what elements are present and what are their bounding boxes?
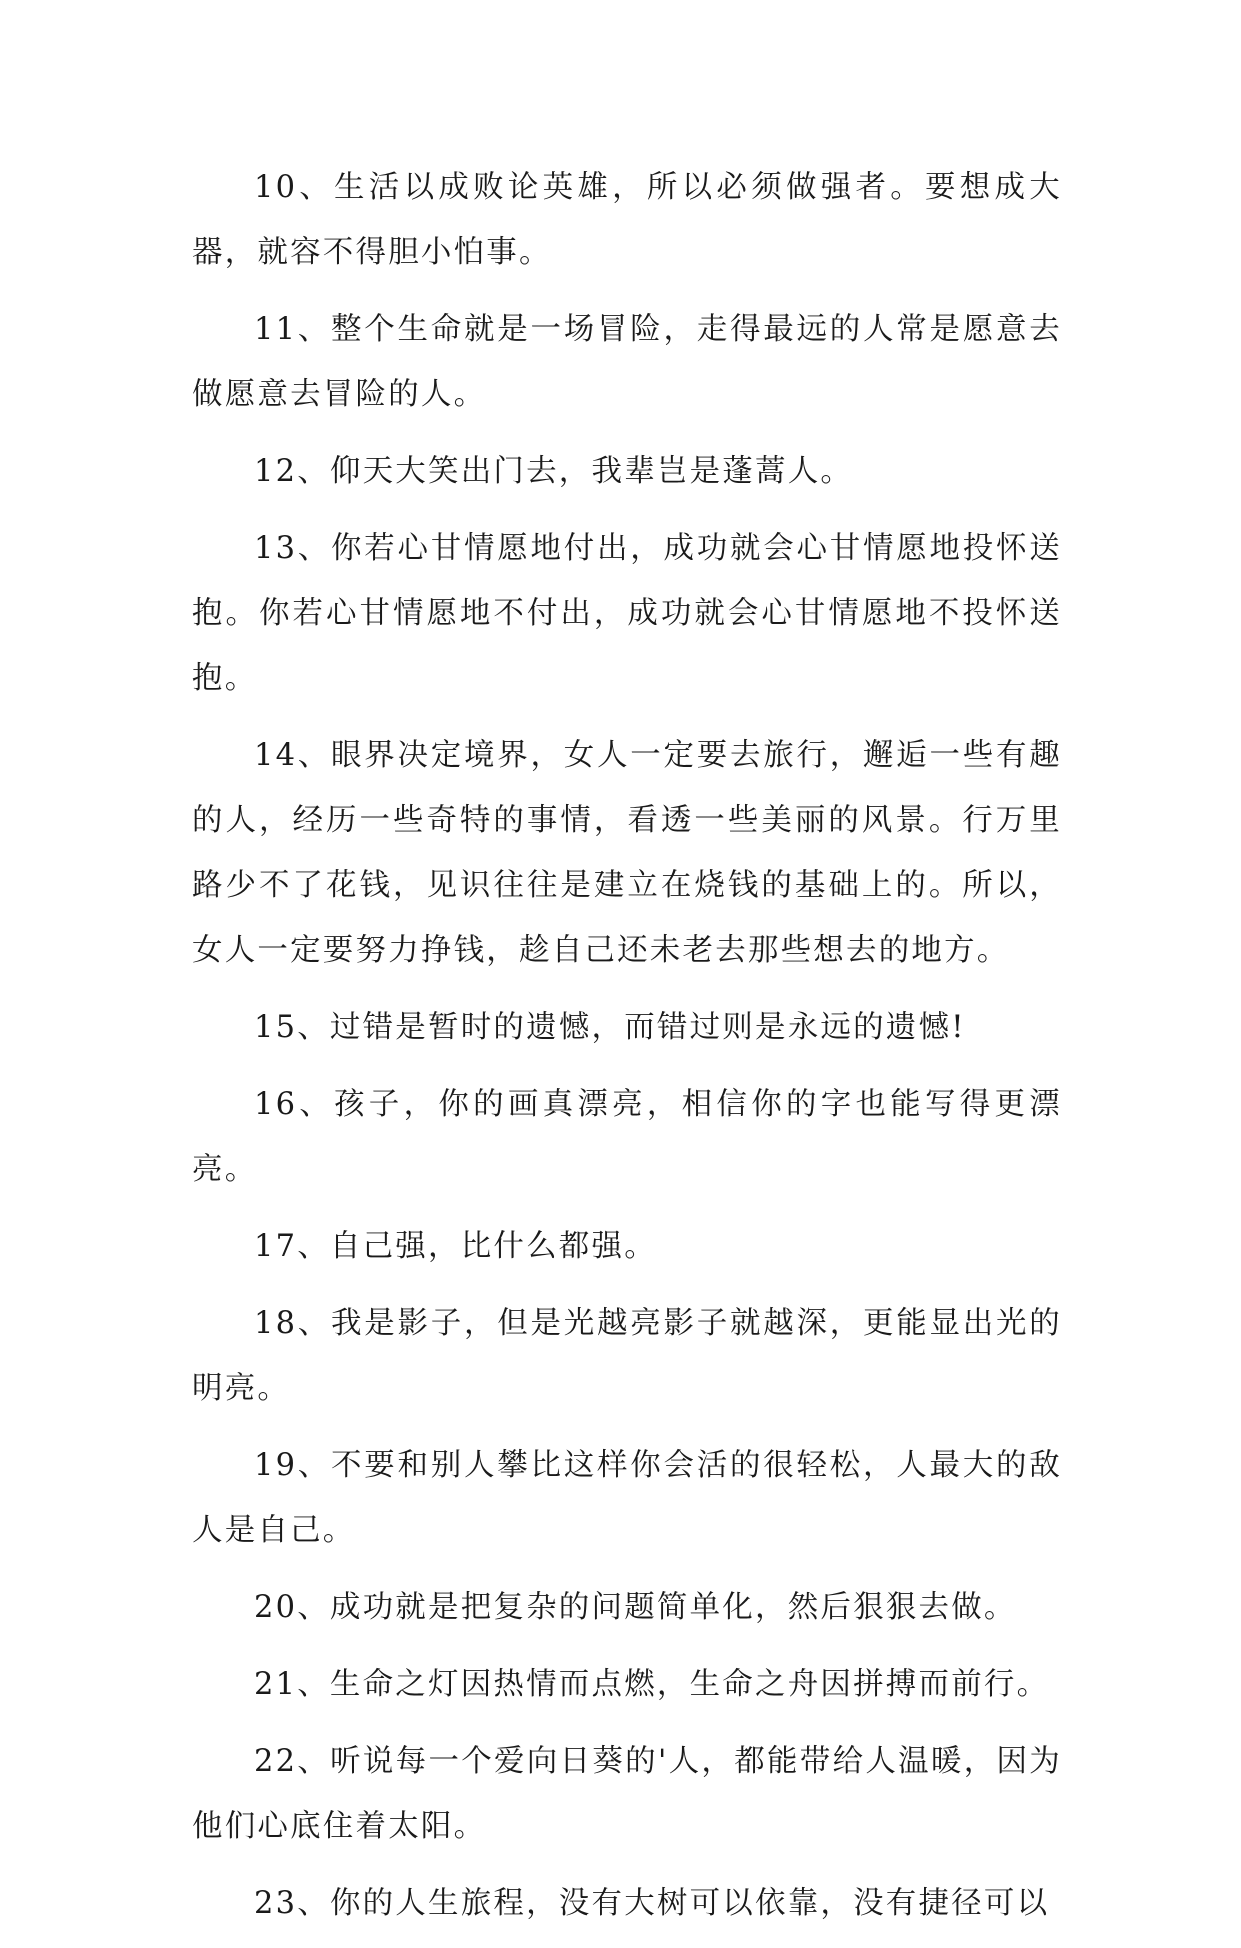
paragraph-11: 11、整个生命就是一场冒险，走得最远的人常是愿意去做愿意去冒险的人。 — [192, 312, 1062, 412]
paragraph-20: 20、成功就是把复杂的问题简单化，然后狠狠去做。 — [254, 1590, 1017, 1625]
paragraph-12: 12、仰天大笑出门去，我辈岂是蓬蒿人。 — [254, 454, 854, 489]
paragraph-10: 10、生活以成败论英雄，所以必须做强者。要想成大器，就容不得胆小怕事。 — [192, 170, 1062, 270]
paragraph-14: 14、眼界决定境界，女人一定要去旅行，邂逅一些有趣的人，经历一些奇特的事情，看透一些美丽的风景。行万里路少不了花钱，见识往往是建立在烧钱的基础上的。所以，女人一定要努力挣钱，趁自己还未老去那些想去的地方。 — [192, 738, 1062, 968]
paragraph-15: 15、过错是暂时的遗憾，而错过则是永远的遗憾! — [254, 1010, 966, 1045]
paragraph-22: 22、听说每一个爱向日葵的'人，都能带给人温暖，因为他们心底住着太阳。 — [192, 1744, 1062, 1844]
paragraph-21: 21、生命之灯因热情而点燃，生命之舟因拼搏而前行。 — [254, 1667, 1050, 1702]
document-body — [192, 155, 1062, 1948]
paragraph-23: 23、你的人生旅程，没有大树可以依靠，没有捷径可以 — [254, 1886, 1050, 1921]
paragraph-19: 19、不要和别人攀比这样你会活的很轻松，人最大的敌人是自己。 — [192, 1448, 1062, 1548]
paragraph-16: 16、孩子，你的画真漂亮，相信你的字也能写得更漂亮。 — [192, 1087, 1062, 1187]
paragraph-18: 18、我是影子，但是光越亮影子就越深，更能显出光的明亮。 — [192, 1306, 1062, 1406]
paragraph-17: 17、自己强，比什么都强。 — [254, 1229, 657, 1264]
paragraph-13: 13、你若心甘情愿地付出，成功就会心甘情愿地投怀送抱。你若心甘情愿地不付出，成功就会心甘情愿地不投怀送抱。 — [192, 531, 1062, 696]
